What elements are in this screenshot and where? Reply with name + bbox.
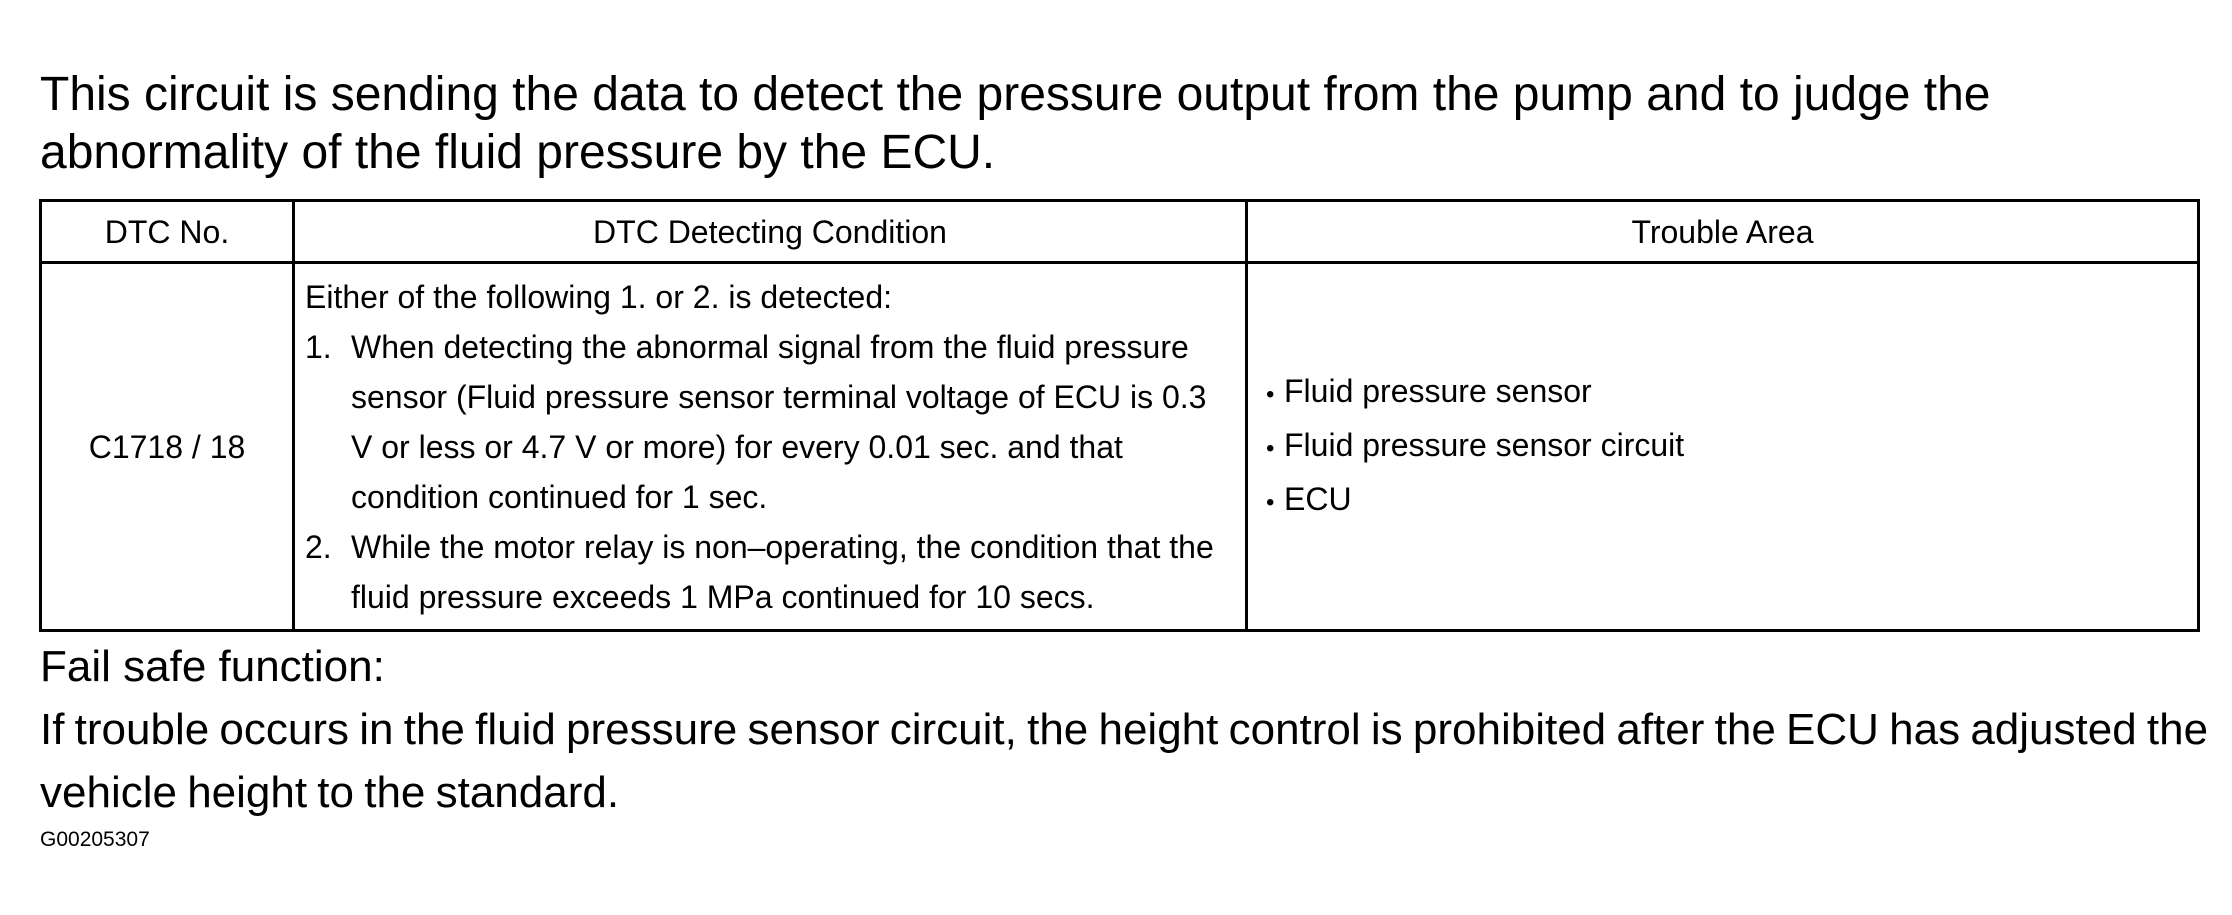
trouble-area-text: Fluid pressure sensor circuit — [1284, 426, 1685, 463]
condition-item — [305, 322, 1235, 522]
header-detecting-condition: DTC Detecting Condition — [294, 201, 1247, 263]
trouble-area-item — [1266, 366, 2197, 420]
header-dtc-no: DTC No. — [41, 201, 294, 263]
bullet-icon: • — [1266, 380, 1275, 408]
trouble-area-text: Fluid pressure sensor — [1284, 372, 1592, 409]
trouble-area-item — [1266, 420, 2197, 474]
intro-paragraph: This circuit is sending the data to detect the pressure output from the pump and to judge the abnormality of the fluid pressure by the ECU. — [40, 68, 1991, 179]
condition-item — [305, 522, 1235, 622]
condition-text: While the motor relay is non–operating, the condition that the fluid pressure exceeds 1 MPa continued for 10 secs. — [351, 529, 1214, 615]
condition-number: 2. — [305, 529, 332, 565]
failsafe-description: If trouble occurs in the fluid pressure sensor circuit, the height control is prohibited after the ECU has adjusted the vehicle height to the standard. — [40, 705, 2209, 817]
header-trouble-area: Trouble Area — [1247, 201, 2199, 263]
condition-intro: Either of the following 1. or 2. is detected: — [305, 279, 892, 315]
failsafe-heading: Fail safe function: — [40, 642, 385, 691]
condition-number: 1. — [305, 329, 332, 365]
trouble-area-text: ECU — [1284, 480, 1352, 517]
table-header-row — [41, 201, 2199, 263]
bullet-icon: • — [1266, 488, 1275, 516]
trouble-area-cell — [1247, 263, 2199, 631]
table-row — [41, 263, 2199, 631]
detecting-condition-cell — [294, 263, 1247, 631]
dtc-number-cell: C1718 / 18 — [41, 263, 294, 631]
condition-text: When detecting the abnormal signal from the fluid pressure sensor (Fluid pressure sensor terminal voltage of ECU is 0.3 V or less or 4.7 V or more) for every 0.01 sec. and that condition continued for 1 sec. — [351, 329, 1207, 515]
figure-code: G00205307 — [40, 828, 150, 851]
dtc-table — [39, 199, 2200, 632]
bullet-icon: • — [1266, 434, 1275, 462]
trouble-area-item — [1266, 474, 2197, 528]
